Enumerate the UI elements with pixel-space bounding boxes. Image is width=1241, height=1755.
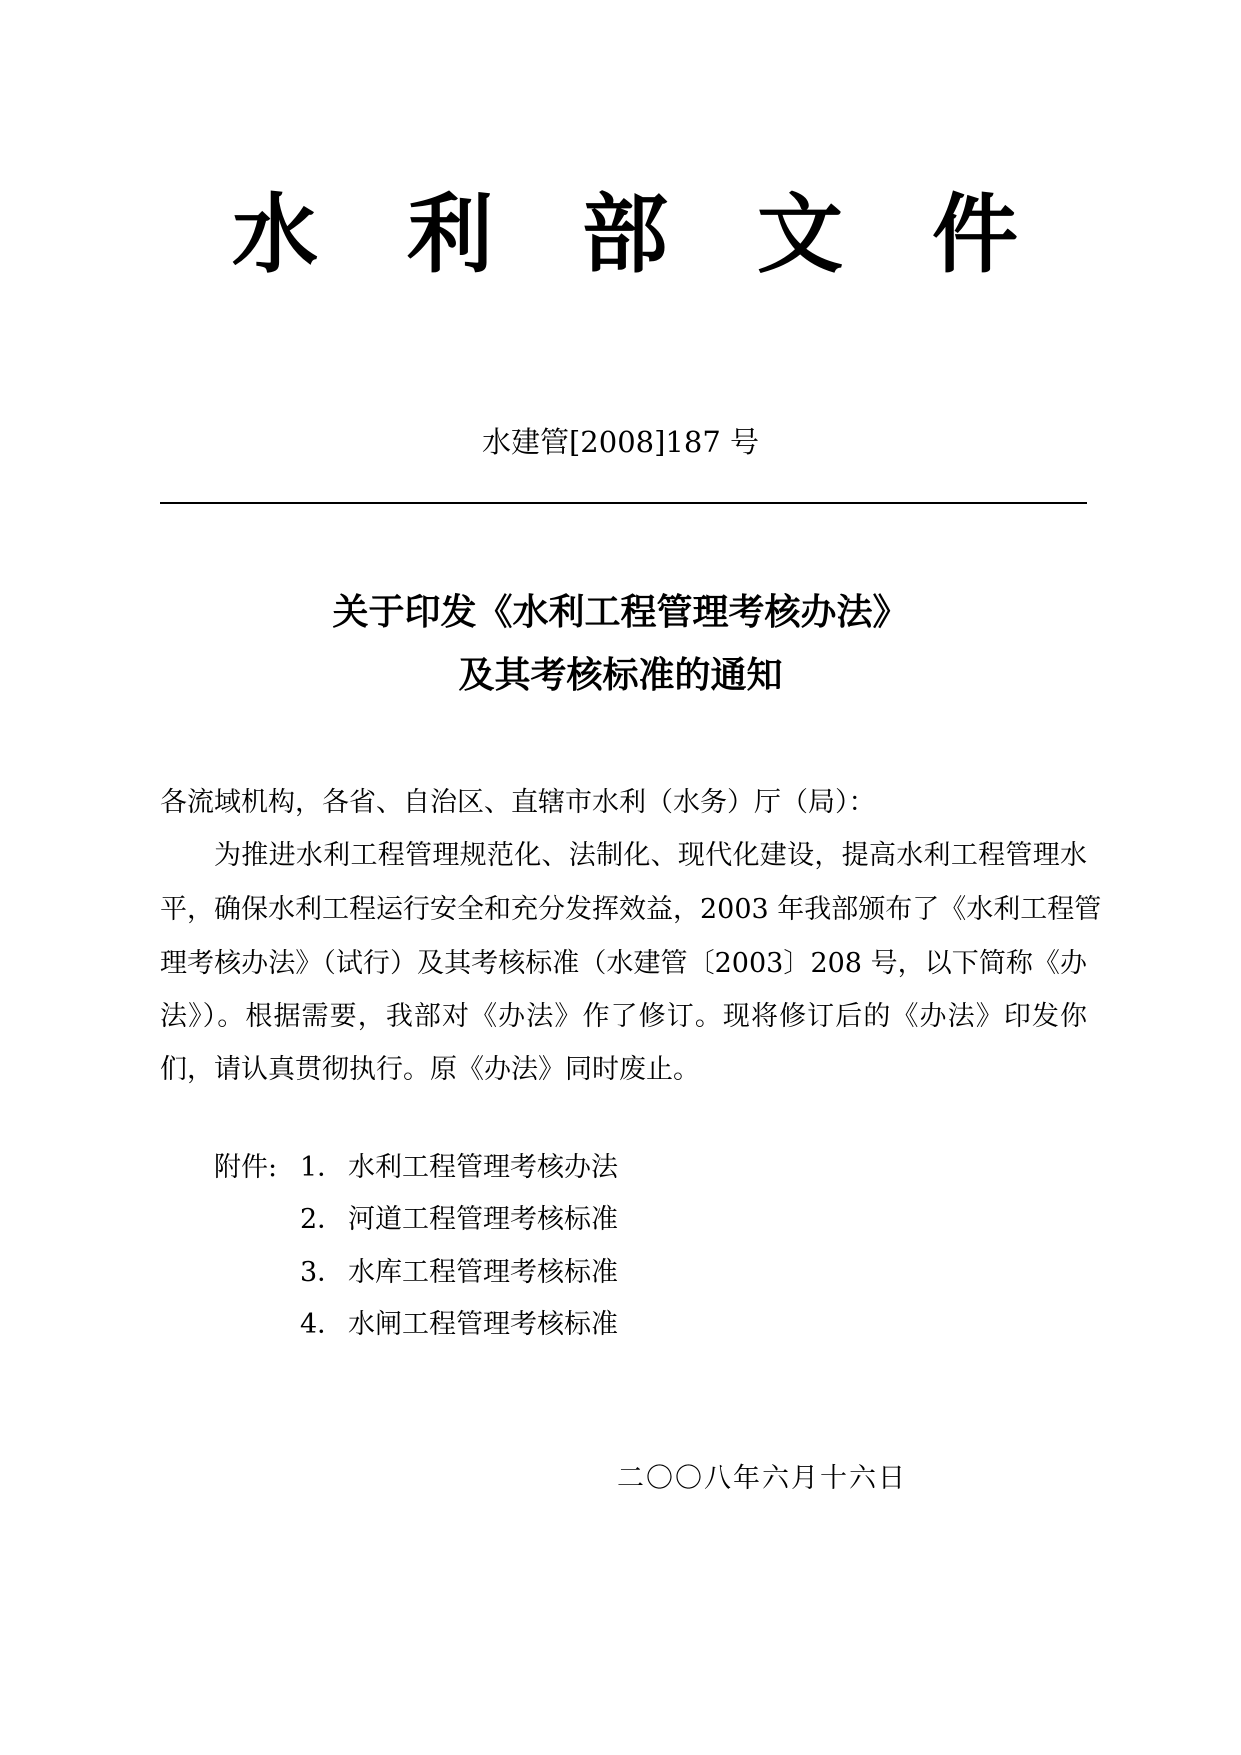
attachment-text: 水利工程管理考核办法 (348, 1152, 618, 1183)
paragraph-line: 法》）。根据需要，我部对《办法》作了修订。现将修订后的《办法》印发你 (160, 1001, 1087, 1032)
subject-line-2: 及其考核标准的通知 (458, 655, 783, 696)
attachment-text: 河道工程管理考核标准 (348, 1204, 618, 1235)
header-char: 利 (407, 185, 493, 285)
attachment-item (300, 1148, 618, 1188)
paragraph-line: 平，确保水利工程运行安全和充分发挥效益，2003 年我部颁布了《水利工程管 (160, 894, 1102, 925)
attachment-item (300, 1253, 618, 1293)
header-divider (160, 502, 1087, 504)
attachment-text: 水闸工程管理考核标准 (348, 1309, 618, 1340)
subject-line-1: 关于印发《水利工程管理考核办法》 (332, 592, 909, 633)
attachments-label: 附件: (214, 1152, 278, 1183)
paragraph-line: 们，请认真贯彻执行。原《办法》同时废止。 (160, 1054, 700, 1085)
addressee: 各流域机构，各省、自治区、直辖市水利（水务）厅（局）： (160, 787, 876, 818)
attachment-number: 3． (300, 1257, 345, 1288)
header-char: 水 (232, 185, 318, 285)
attachment-number: 1． (300, 1152, 345, 1183)
document-header-title (225, 185, 1025, 285)
header-char: 文 (757, 185, 843, 285)
attachment-item (300, 1305, 618, 1345)
header-char: 部 (582, 185, 668, 285)
header-char: 件 (932, 185, 1018, 285)
attachment-item (300, 1200, 618, 1240)
paragraph-line: 为推进水利工程管理规范化、法制化、现代化建设，提高水利工程管理水 (214, 840, 1087, 871)
document-date: 二〇〇八年六月十六日 (617, 1463, 907, 1494)
attachment-number: 2． (300, 1204, 345, 1235)
attachment-number: 4． (300, 1309, 345, 1340)
document-number: 水建管[2008]187 号 (481, 425, 759, 459)
paragraph-line: 理考核办法》（试行）及其考核标准（水建管〔2003〕208 号，以下简称《办 (160, 948, 1087, 979)
attachment-text: 水库工程管理考核标准 (348, 1257, 618, 1288)
